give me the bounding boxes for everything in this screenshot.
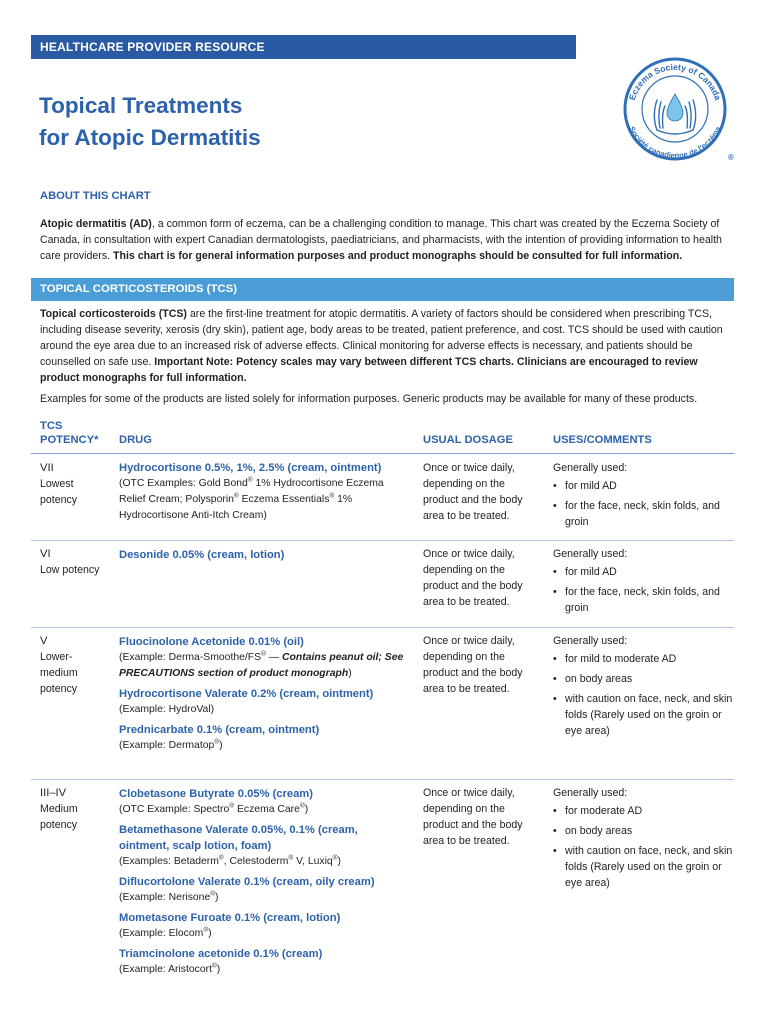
drug-entry: Mometasone Furoate 0.1% (cream, lotion) (Example: Elocom®) [119, 912, 341, 939]
examples-note: Examples for some of the products are listed solely for information purposes. Generic products may be available for many of these products. [40, 393, 698, 405]
uses-item: • for mild to moderate AD [553, 651, 733, 667]
drug-entry: Diflucortolone Valerate 0.1% (cream, oily cream) (Example: Nerisone®) [119, 876, 375, 903]
potency-cell-iii-iv: III–IV Medium potency [40, 787, 78, 831]
drug-cell-vii [119, 460, 409, 528]
drug-cell-vi [119, 547, 409, 567]
row-divider [31, 540, 734, 541]
drug-entry: Betamethasone Valerate 0.05%, 0.1% (cream, ointment, scalp lotion, foam) (Examples: Betaderm®, Celestoderm® V, Luxiq®) [119, 824, 358, 867]
uses-cell-iii-iv: Generally used: • for moderate AD • on body areas • with caution on face, neck, and skin folds (Rarely used on the groin or eye area) [553, 785, 733, 895]
row-divider [31, 779, 734, 780]
uses-item: • for the face, neck, skin folds, and groin [553, 498, 733, 530]
drug-entry: Hydrocortisone Valerate 0.2% (cream, ointment) (Example: HydroVal) [119, 688, 374, 715]
drug-entry: Prednicarbate 0.1% (cream, ointment) (Example: Dermatop®) [119, 724, 320, 751]
uses-item: • with caution on face, neck, and skin folds (Rarely used on the groin or eye area) [553, 843, 733, 891]
uses-item: • on body areas [553, 671, 733, 687]
uses-column-header: USES/COMMENTS [553, 434, 652, 446]
uses-item: • for mild AD [553, 564, 733, 580]
potency-cell-vii: VII Lowest potency [40, 462, 78, 506]
dosage-cell-vi: Once or twice daily, depending on the product and the body area to be treated. [423, 548, 523, 608]
drug-entry: Hydrocortisone 0.5%, 1%, 2.5% (cream, ointment) (OTC Examples: Gold Bond® 1% Hydrocortisone Eczema Relief Cream; Polysporin® Eczema Essentials® 1% Hydrocortisone Anti-Itch Cream) [119, 462, 384, 521]
uses-item: • on body areas [553, 823, 733, 839]
page-title [39, 90, 261, 154]
uses-cell-vi: Generally used: • for mild AD • for the face, neck, skin folds, and groin [553, 546, 733, 620]
eczema-society-logo [611, 56, 739, 164]
drug-column-header: DRUG [119, 434, 152, 446]
logo-bottom-text: Société canadienne de l'eczéma [627, 124, 723, 161]
drug-entry: Triamcinolone acetonide 0.1% (cream) (Example: Aristocort®) [119, 948, 323, 975]
drug-entry: Clobetasone Butyrate 0.05% (cream) (OTC Example: Spectro® Eczema Care®) [119, 788, 313, 815]
resource-banner: HEALTHCARE PROVIDER RESOURCE [31, 35, 576, 59]
dosage-cell-iii-iv: Once or twice daily, depending on the product and the body area to be treated. [423, 787, 523, 847]
header-divider [31, 453, 734, 454]
drug-cell-iii-iv [119, 786, 409, 982]
uses-item: • with caution on face, neck, and skin folds (Rarely used on the groin or eye area) [553, 691, 733, 739]
potency-cell-v: V Lower-medium potency [40, 635, 78, 695]
dosage-cell-vii: Once or twice daily, depending on the product and the body area to be treated. [423, 462, 523, 522]
registered-mark: ® [728, 153, 734, 162]
drug-cell-v [119, 634, 409, 758]
uses-item: • for moderate AD [553, 803, 733, 819]
title-line-1: Topical Treatments [39, 93, 243, 118]
logo-top-text: Eczema Society of Canada [626, 61, 724, 102]
uses-cell-v: Generally used: • for mild to moderate AD • on body areas • with caution on face, neck, and skin folds (Rarely used on the groin or eye area) [553, 633, 733, 743]
about-paragraph: Atopic dermatitis (AD), a common form of eczema, can be a challenging condition to manage. This chart was created by the Eczema Society of Canada, in consultation with expert Canadian dermatologists, paediatricians, and pharmacists, with the intention of providing information to health care providers. This chart is for general information purposes and product monographs should be consulted for full information. [40, 218, 722, 262]
uses-item: • for the face, neck, skin folds, and groin [553, 584, 733, 616]
drug-entry: Desonide 0.05% (cream, lotion) [119, 549, 285, 561]
uses-cell-vii: Generally used: • for mild AD • for the face, neck, skin folds, and groin [553, 460, 733, 534]
dosage-cell-v: Once or twice daily, depending on the product and the body area to be treated. [423, 635, 523, 695]
potency-cell-vi: VI Low potency [40, 548, 100, 576]
drug-entry: Fluocinolone Acetonide 0.01% (oil) (Example: Derma-Smoothe/FS® — Contains peanut oil; See PRECAUTIONS section of product monograph) [119, 636, 404, 679]
tcs-heading: TOPICAL CORTICOSTEROIDS (TCS) [31, 278, 734, 301]
potency-column-header: TCS POTENCY* [40, 420, 99, 446]
dosage-column-header: USUAL DOSAGE [423, 434, 513, 446]
title-line-2: for Atopic Dermatitis [39, 125, 261, 150]
about-heading: ABOUT THIS CHART [40, 190, 151, 202]
row-divider [31, 627, 734, 628]
uses-item: • for mild AD [553, 478, 733, 494]
tcs-paragraph: Topical corticosteroids (TCS) are the first-line treatment for atopic dermatitis. A variety of factors should be considered when prescribing TCS, including disease severity, xerosis (dry skin), patient age, body areas to be treated, patient preference, and cost. TCS should be used with caution around the eye area due to an increased risk of adverse effects. Clinical monitoring for adverse effects is necessary, and patients should be counselled on safe use. Important Note: Potency scales may vary between different TCS charts. Clinicians are encouraged to review product monographs for full information. [40, 308, 723, 384]
